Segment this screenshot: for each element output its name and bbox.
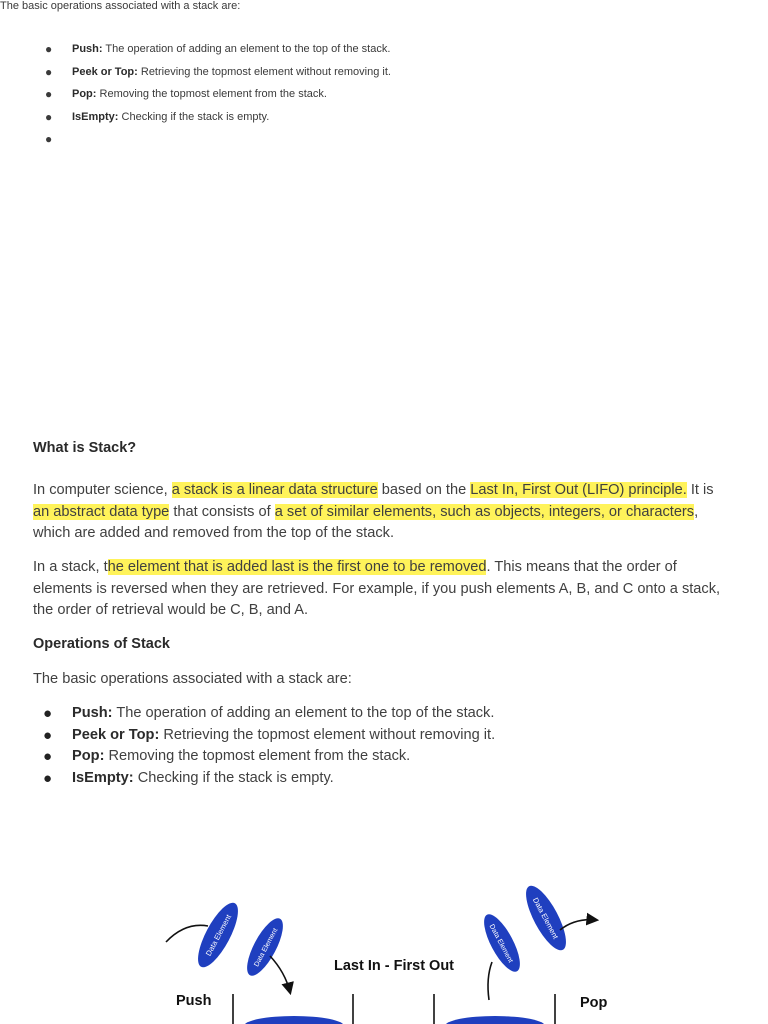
operations-list (33, 703, 495, 789)
paragraph-lifo (33, 557, 733, 622)
text-run: based on the (377, 482, 471, 498)
item-term: Pop: (72, 88, 97, 100)
item-term: Pop: (72, 748, 105, 764)
bullet-icon: ● (45, 132, 53, 146)
bullet-icon: ● (45, 42, 53, 56)
list-item (33, 106, 391, 129)
list-item (33, 746, 495, 768)
item-term: Peek or Top: (72, 65, 138, 78)
highlight: Last In, First Out (LIFO) principle. (470, 482, 687, 498)
data-element-ellipse (191, 898, 246, 973)
pop-label: Pop (580, 995, 608, 1011)
data-element-label: Data Element (203, 913, 234, 958)
item-desc: Removing the topmost element from the stack. (104, 748, 411, 764)
text-run: In computer science, (33, 482, 172, 498)
item-desc: The operation of adding an element to the top of the stack. (102, 43, 391, 55)
highlight: he element that is added last is the first one to be removed (107, 559, 487, 575)
data-element-ellipse (477, 910, 526, 977)
list-item (33, 128, 391, 151)
data-element-ellipse (519, 881, 574, 956)
item-desc: The operation of adding an element to the top of the stack. (112, 705, 495, 721)
text-run: that consists of (169, 503, 275, 520)
item-desc: Retrieving the topmost element without removing it. (137, 65, 391, 78)
push-arrow-tail (166, 925, 208, 942)
pop-arrow-head (560, 920, 596, 930)
text-run: , which are added and removed from the top of the stack. (33, 503, 699, 541)
item-term: Push: (72, 43, 103, 55)
bullet-icon: ● (45, 87, 53, 101)
section-heading-what-is-stack: What is Stack? (33, 440, 137, 456)
data-element-label: Data Element (487, 923, 514, 965)
text-run: It is (686, 482, 714, 498)
section-heading-operations: Operations of Stack (33, 636, 170, 652)
list-item (33, 83, 391, 106)
item-term: Peek or Top: (72, 726, 160, 743)
bullet-icon: ● (43, 705, 53, 722)
push-arrow-head (270, 956, 290, 992)
list-item (33, 768, 495, 790)
stack-top-element (445, 1016, 545, 1024)
pop-arrow-tail (488, 962, 492, 1000)
data-element-label: Data Element (253, 927, 280, 969)
item-term: IsEmpty: (72, 769, 134, 786)
list-item (33, 38, 391, 61)
list-item (33, 61, 391, 84)
item-term: IsEmpty: (72, 110, 119, 123)
highlight: a stack is a linear data structure (171, 482, 378, 498)
item-desc: Retrieving the topmost element without removing it. (159, 726, 496, 743)
bullet-icon: ● (45, 109, 53, 124)
item-desc: Checking if the stack is empty. (133, 769, 334, 786)
top-intro-text: The basic operations associated with a stack are: (0, 0, 241, 12)
bullet-icon: ● (43, 769, 53, 787)
paragraph-definition (33, 480, 733, 545)
bullet-icon: ● (43, 748, 53, 765)
list-item (33, 725, 495, 747)
list-item (33, 703, 495, 725)
text-run: In a stack, t (33, 559, 108, 575)
top-operations-list (33, 38, 391, 151)
diagram-title: Last In - First Out (333, 958, 455, 974)
push-label: Push (176, 993, 212, 1009)
highlight: an abstract data type (33, 503, 170, 520)
bullet-icon: ● (43, 726, 53, 744)
stack-top-element (244, 1016, 344, 1024)
text-run: . This means that the order of elements is reversed when they are retrieved. For example, if you push elements A, B, and C onto a stack, the order of retrieval would be C, B, and A. (33, 559, 721, 618)
operations-intro: The basic operations associated with a stack are: (33, 671, 352, 687)
item-desc: Checking if the stack is empty. (118, 110, 270, 123)
data-element-ellipse (240, 914, 289, 981)
bullet-icon: ● (45, 64, 53, 79)
stack-diagram (0, 860, 768, 1024)
highlight: a set of similar elements, such as objects, integers, or characters (274, 503, 695, 520)
item-desc: Removing the topmost element from the stack. (96, 88, 327, 100)
item-term: Push: (72, 705, 113, 721)
data-element-label: Data Element (530, 896, 561, 941)
